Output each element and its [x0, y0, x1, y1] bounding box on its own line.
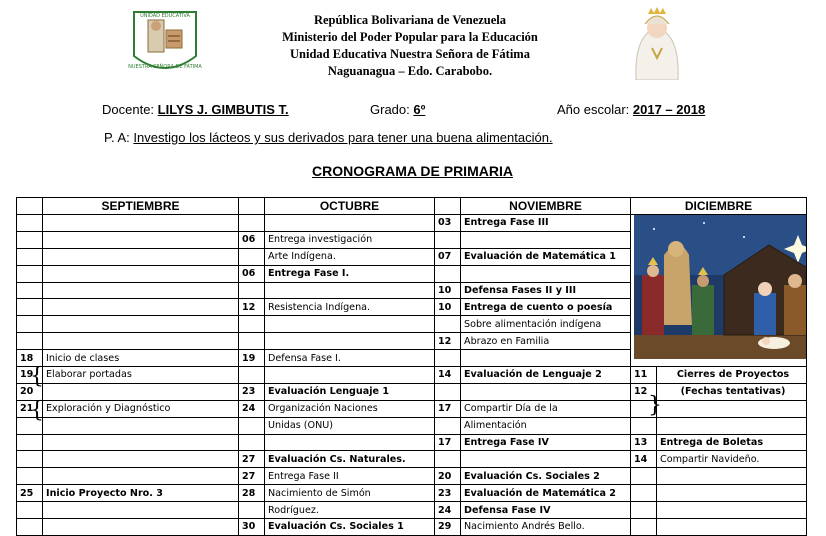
table-row [17, 502, 807, 519]
oct-day-cell [239, 282, 265, 299]
nov-day-cell: 10 [435, 282, 461, 299]
nov-event-cell: Evaluación de Matemática 1 [461, 248, 631, 265]
nov-event-cell: Defensa Fases II y III [461, 282, 631, 299]
header-line-2: Ministerio del Poder Popular para la Educación [282, 30, 538, 44]
dic-day-cell: 11 [631, 367, 657, 384]
oct-event-cell: Entrega investigación [265, 231, 435, 248]
sep-event-cell [43, 215, 239, 232]
dic-day-cell [631, 417, 657, 434]
month-octubre: OCTUBRE [265, 198, 435, 215]
month-diciembre: DICIEMBRE [631, 198, 807, 215]
nov-event-cell: Evaluación de Matemática 2 [461, 485, 631, 502]
dic-day-cell: 13 [631, 434, 657, 451]
oct-event-cell [265, 367, 435, 384]
nov-event-cell: Entrega Fase III [461, 215, 631, 232]
pa-value: Investigo los lácteos y sus derivados para tener una buena alimentación. [133, 130, 553, 145]
sep-day-cell [17, 299, 43, 316]
sep-event-cell: Inicio Proyecto Nro. 3 [43, 485, 239, 502]
nov-day-cell [435, 417, 461, 434]
nov-day-cell [435, 265, 461, 282]
oct-event-cell: Rodríguez. [265, 502, 435, 519]
nov-event-cell [461, 383, 631, 400]
nov-event-cell: Evaluación de Lenguaje 2 [461, 367, 631, 384]
brace-left-2: { [30, 398, 44, 423]
dic-event-cell [657, 468, 807, 485]
sep-day-cell [17, 468, 43, 485]
dic-day-cell [631, 502, 657, 519]
logo-text-top: UNIDAD EDUCATIVA [140, 13, 190, 19]
sep-event-cell [43, 265, 239, 282]
month-septiembre: SEPTIEMBRE [43, 198, 239, 215]
oct-event-cell: Evaluación Cs. Sociales 1 [265, 519, 435, 536]
brace-right: } [648, 393, 662, 418]
month-noviembre: NOVIEMBRE [461, 198, 631, 215]
sep-day-cell: 20 [17, 383, 43, 400]
nov-day-cell: 23 [435, 485, 461, 502]
dic-day-cell [631, 519, 657, 536]
sep-day-cell: 18 [17, 350, 43, 367]
sep-event-cell [43, 316, 239, 333]
dic-event-cell: Cierres de Proyectos [657, 367, 807, 384]
dic-event-cell: (Fechas tentativas) [657, 383, 807, 400]
dic-event-cell: Entrega de Boletas [657, 434, 807, 451]
logo-text-bottom: NUESTRA SEÑORA DE FÁTIMA [128, 64, 202, 70]
sep-event-cell [43, 417, 239, 434]
sep-event-cell: Inicio de clases [43, 350, 239, 367]
oct-event-cell: Unidas (ONU) [265, 417, 435, 434]
nov-event-cell [461, 451, 631, 468]
table-row [17, 367, 807, 384]
proyecto-aprendizaje [104, 130, 553, 145]
nov-event-cell: Evaluación Cs. Sociales 2 [461, 468, 631, 485]
nov-day-cell: 14 [435, 367, 461, 384]
oct-event-cell: Defensa Fase I. [265, 350, 435, 367]
oct-day-cell: 06 [239, 231, 265, 248]
dic-event-cell: Compartir Navideño. [657, 451, 807, 468]
dic-day-cell: 14 [631, 451, 657, 468]
oct-event-cell [265, 434, 435, 451]
brace-left-1: { [30, 364, 44, 389]
sep-event-cell [43, 282, 239, 299]
month-header-row [17, 198, 807, 215]
sep-day-cell [17, 502, 43, 519]
header-line-4: Naguanagua – Edo. Carabobo. [327, 64, 493, 78]
nov-event-cell: Nacimiento Andrés Bello. [461, 519, 631, 536]
sep-day-cell: 21 [17, 400, 43, 417]
sep-day-cell [17, 231, 43, 248]
oct-day-cell: 06 [239, 265, 265, 282]
sep-event-cell [43, 231, 239, 248]
table-row [17, 468, 807, 485]
nov-day-cell: 24 [435, 502, 461, 519]
nov-event-cell [461, 231, 631, 248]
nov-event-cell [461, 265, 631, 282]
sep-day-cell [17, 519, 43, 536]
institution-header [210, 12, 610, 80]
docente-label: Docente: [102, 102, 155, 117]
pa-label: P. A: [104, 130, 130, 145]
sep-day-cell: 19 [17, 367, 43, 384]
dic-event-cell [657, 400, 807, 417]
header-line-3: Unidad Educativa Nuestra Señora de Fátima [290, 47, 530, 61]
anio-info [557, 102, 705, 117]
dic-day-cell: 12 [631, 383, 657, 400]
school-logo [128, 6, 202, 80]
nov-day-cell: 07 [435, 248, 461, 265]
sep-day-cell [17, 316, 43, 333]
sep-event-cell: Elaborar portadas [43, 367, 239, 384]
nov-event-cell: Entrega de cuento o poesía [461, 299, 631, 316]
anio-label: Año escolar: [557, 102, 630, 117]
virgin-of-fatima-image [618, 4, 696, 80]
nov-event-cell [461, 350, 631, 367]
sep-day-cell: 25 [17, 485, 43, 502]
oct-event-cell: Arte Indígena. [265, 248, 435, 265]
oct-day-cell: 12 [239, 299, 265, 316]
table-row [17, 451, 807, 468]
table-row [17, 417, 807, 434]
sep-event-cell [43, 333, 239, 350]
oct-day-cell: 24 [239, 400, 265, 417]
sep-day-cell [17, 265, 43, 282]
sep-event-cell [43, 299, 239, 316]
table-row [17, 215, 807, 232]
nov-day-cell: 17 [435, 400, 461, 417]
dic-day-cell [631, 485, 657, 502]
sep-event-cell: Exploración y Diagnóstico [43, 400, 239, 417]
oct-day-cell: 19 [239, 350, 265, 367]
nativity-scene-image [631, 215, 807, 367]
sep-event-cell [43, 451, 239, 468]
grado-value: 6º [413, 102, 426, 117]
nov-day-cell: 10 [435, 299, 461, 316]
sep-day-cell [17, 451, 43, 468]
oct-event-cell: Nacimiento de Simón [265, 485, 435, 502]
dic-event-cell [657, 417, 807, 434]
oct-event-cell: Organización Naciones [265, 400, 435, 417]
sep-event-cell [43, 383, 239, 400]
sep-day-cell [17, 248, 43, 265]
grado-info [370, 102, 425, 117]
oct-day-cell [239, 367, 265, 384]
dic-day-cell [631, 468, 657, 485]
table-row [17, 485, 807, 502]
sep-event-cell [43, 519, 239, 536]
oct-day-cell [239, 333, 265, 350]
oct-event-cell: Evaluación Cs. Naturales. [265, 451, 435, 468]
sep-event-cell [43, 468, 239, 485]
oct-day-cell [239, 316, 265, 333]
oct-day-cell [239, 417, 265, 434]
table-row [17, 400, 807, 417]
oct-event-cell [265, 333, 435, 350]
anio-value: 2017 – 2018 [632, 102, 706, 117]
oct-day-cell: 23 [239, 383, 265, 400]
dic-event-cell [657, 485, 807, 502]
oct-event-cell [265, 282, 435, 299]
oct-day-cell: 27 [239, 451, 265, 468]
oct-event-cell: Entrega Fase I. [265, 265, 435, 282]
oct-day-cell [239, 502, 265, 519]
oct-day-cell [239, 434, 265, 451]
nov-day-cell: 12 [435, 333, 461, 350]
sep-day-cell [17, 333, 43, 350]
nov-event-cell: Compartir Día de la [461, 400, 631, 417]
header-line-1: República Bolivariana de Venezuela [313, 13, 507, 27]
oct-day-cell [239, 248, 265, 265]
sep-day-cell [17, 434, 43, 451]
nov-event-cell: Entrega Fase IV [461, 434, 631, 451]
oct-day-cell [239, 215, 265, 232]
docente-value: LILYS J. GIMBUTIS T. [157, 102, 289, 117]
nov-event-cell: Sobre alimentación indígena [461, 316, 631, 333]
page-title: CRONOGRAMA DE PRIMARIA [312, 163, 513, 179]
sep-day-cell [17, 215, 43, 232]
nov-day-cell [435, 383, 461, 400]
grado-label: Grado: [370, 102, 410, 117]
nov-day-cell [435, 350, 461, 367]
schedule-body [17, 215, 807, 536]
oct-event-cell: Resistencia Indígena. [265, 299, 435, 316]
nov-day-cell: 03 [435, 215, 461, 232]
dic-event-cell [657, 502, 807, 519]
nov-day-cell [435, 316, 461, 333]
oct-day-cell: 30 [239, 519, 265, 536]
table-row [17, 434, 807, 451]
nov-event-cell: Abrazo en Familia [461, 333, 631, 350]
sep-event-cell [43, 248, 239, 265]
oct-event-cell [265, 316, 435, 333]
oct-event-cell [265, 215, 435, 232]
nov-event-cell: Alimentación [461, 417, 631, 434]
nov-day-cell: 20 [435, 468, 461, 485]
nov-day-cell: 17 [435, 434, 461, 451]
docente-info [102, 102, 289, 117]
nov-event-cell: Defensa Fase IV [461, 502, 631, 519]
dic-event-cell [657, 519, 807, 536]
table-row [17, 383, 807, 400]
table-row [17, 519, 807, 536]
nov-day-cell [435, 231, 461, 248]
oct-event-cell: Entrega Fase II [265, 468, 435, 485]
oct-day-cell: 28 [239, 485, 265, 502]
sep-day-cell [17, 282, 43, 299]
nov-day-cell [435, 451, 461, 468]
oct-day-cell: 27 [239, 468, 265, 485]
sep-event-cell [43, 502, 239, 519]
nov-day-cell: 29 [435, 519, 461, 536]
schedule-table [16, 197, 807, 536]
oct-event-cell: Evaluación Lenguaje 1 [265, 383, 435, 400]
sep-event-cell [43, 434, 239, 451]
